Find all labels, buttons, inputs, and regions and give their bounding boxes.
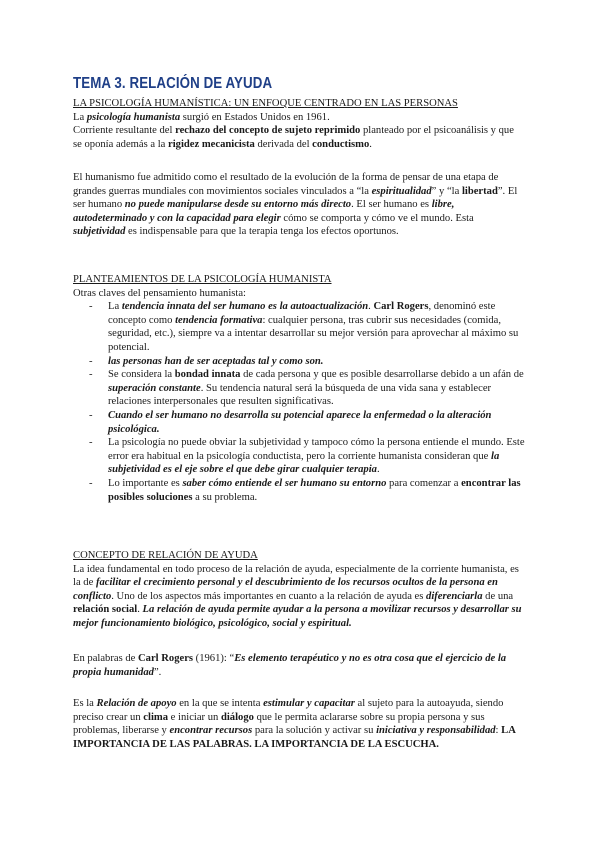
list-item: - Se considera la bondad innata de cada persona y que es posible desarrollarse debido a un afán de superación constante. Su tendencia natural será la búsqueda de una vida sana y establecer relaciones interpersonales que resulten significativas. (73, 368, 525, 409)
list-item: - Lo importante es saber cómo entiende el ser humano su entorno para comenzar a encontrar las posibles soluciones a su problema. (73, 477, 525, 504)
intro-text: Otras claves del pensamiento humanista: (73, 287, 246, 299)
paragraph-rogers-quote (73, 652, 525, 679)
paragraph: Es la Relación de apoyo en la que se intenta estimular y capacitar al sujeto para la autoayuda, siendo preciso crear un clima e iniciar un diálogo que le permita aclararse sobre su propia persona y sus problemas, liberarse y encontrar recursos para la solución y activar su iniciativa y responsabilidad: LA IMPORTANCIA DE LAS PALABRAS. LA IMPORTANCIA DE LA ESCUCHA. (73, 698, 516, 750)
section-concepto-relacion-ayuda (73, 549, 525, 631)
paragraph: La idea fundamental en todo proceso de la relación de ayuda, especialmente de la corriente humanista, es la de facilitar el crecimiento personal y el descubrimiento de los recursos ocultos de la persona en conflicto. Uno de los aspectos más importantes en cuanto a la relación de ayuda es diferenciarla de una relación social. La relación de ayuda permite ayudar a la persona a movilizar recursos y desarrollar su mejor funcionamiento biológico, psicológico, social y espiritual. (73, 563, 522, 629)
section-heading: CONCEPTO DE RELACIÓN DE AYUDA (73, 550, 258, 561)
section-heading: PLANTEAMIENTOS DE LA PSICOLOGÍA HUMANISTA (73, 274, 332, 285)
section-psicologia-humanistica (73, 97, 525, 151)
paragraph: En palabras de Carl Rogers (1961): “Es elemento terapéutico y no es otra cosa que el ejercicio de la propia humanidad”. (73, 653, 507, 678)
list-item: - Cuando el ser humano no desarrolla su potencial aparece la enfermedad o la alteración psicológica. (73, 409, 525, 436)
section-planteamientos (73, 273, 525, 504)
list-item: - las personas han de ser aceptadas tal y como son. (73, 355, 525, 369)
paragraph-relacion-apoyo (73, 697, 525, 751)
list-item: - La tendencia innata del ser humano es la autoactualización. Carl Rogers, denominó este concepto como tendencia formativa: cualquier persona, tras cubrir sus necesidades (comida, seguridad, etc.), siempre va a intentar desarrollar su mejor versión para aprovechar al máximo su potencial. (73, 300, 525, 354)
paragraph: El humanismo fue admitido como el resultado de la evolución de la forma de pensar de una etapa de grandes guerras mundiales con movimientos sociales vinculados a “la espiritualidad” y “la libertad”. El ser humano no puede manipularse desde su entorno más directo. El ser humano es libre, autodeterminado y con la capacidad para elegir cómo se comporta y cómo ve el mundo. Esta subjetividad es indispensable para que la terapia tenga los efectos oportunos. (73, 172, 518, 238)
section-heading: LA PSICOLOGÍA HUMANÍSTICA: UN ENFOQUE CENTRADO EN LAS PERSONAS (73, 98, 458, 109)
paragraph-humanismo (73, 171, 525, 239)
list-item: - La psicología no puede obviar la subjetividad y tampoco cómo la persona entiende el mundo. Este error era habitual en la psicología conductista, pero la corriente humanista consideran que la subjetividad es el eje sobre el que debe girar cualquier terapia. (73, 436, 525, 477)
paragraph: Corriente resultante del rechazo del concepto de sujeto reprimido planteado por el psicoanálisis y que se oponía además a la rigidez mecanicista derivada del conductismo. (73, 125, 514, 150)
page-title: TEMA 3. RELACIÓN DE AYUDA (73, 75, 273, 92)
paragraph: La psicología humanista surgió en Estados Unidos en 1961. (73, 111, 330, 123)
bullet-list (73, 300, 525, 504)
